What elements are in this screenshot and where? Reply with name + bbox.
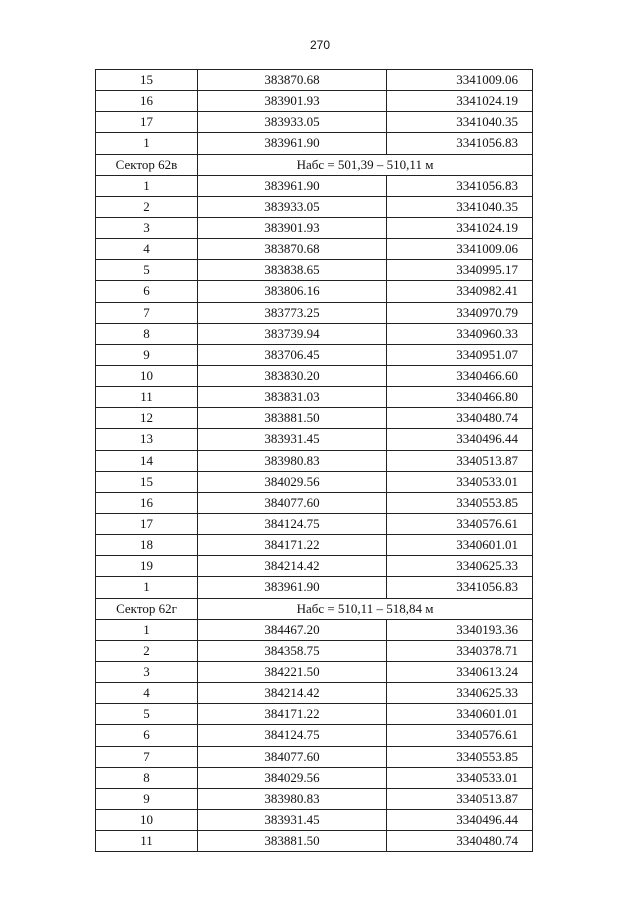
y-coordinate: 3341056.83 <box>387 133 533 154</box>
y-coordinate: 3340970.79 <box>387 302 533 323</box>
y-coordinate: 3340480.74 <box>387 831 533 852</box>
point-number: 16 <box>96 91 198 112</box>
table-row <box>96 471 533 492</box>
x-coordinate: 383961.90 <box>198 175 387 196</box>
point-number: 8 <box>96 323 198 344</box>
x-coordinate: 384124.75 <box>198 513 387 534</box>
y-coordinate: 3340466.60 <box>387 365 533 386</box>
table-row <box>96 767 533 788</box>
table-row <box>96 513 533 534</box>
point-number: 6 <box>96 725 198 746</box>
x-coordinate: 383933.05 <box>198 196 387 217</box>
y-coordinate: 3340513.87 <box>387 450 533 471</box>
point-number: 7 <box>96 746 198 767</box>
point-number: 17 <box>96 513 198 534</box>
table-row <box>96 175 533 196</box>
y-coordinate: 3341024.19 <box>387 217 533 238</box>
page-number: 270 <box>309 38 331 52</box>
table-row <box>96 556 533 577</box>
y-coordinate: 3340625.33 <box>387 556 533 577</box>
point-number: 2 <box>96 640 198 661</box>
y-coordinate: 3340553.85 <box>387 492 533 513</box>
y-coordinate: 3340466.80 <box>387 387 533 408</box>
table-row <box>96 619 533 640</box>
table-row <box>96 239 533 260</box>
point-number: 12 <box>96 408 198 429</box>
x-coordinate: 383901.93 <box>198 217 387 238</box>
point-number: 2 <box>96 196 198 217</box>
y-coordinate: 3340951.07 <box>387 344 533 365</box>
table-row <box>96 365 533 386</box>
y-coordinate: 3340378.71 <box>387 640 533 661</box>
y-coordinate: 3341040.35 <box>387 196 533 217</box>
y-coordinate: 3340601.01 <box>387 704 533 725</box>
x-coordinate: 383773.25 <box>198 302 387 323</box>
table-row <box>96 344 533 365</box>
point-number: 4 <box>96 683 198 704</box>
x-coordinate: 383961.90 <box>198 577 387 598</box>
x-coordinate: 384077.60 <box>198 746 387 767</box>
x-coordinate: 384029.56 <box>198 471 387 492</box>
point-number: 3 <box>96 661 198 682</box>
point-number: 11 <box>96 831 198 852</box>
y-coordinate: 3341040.35 <box>387 112 533 133</box>
x-coordinate: 384124.75 <box>198 725 387 746</box>
y-coordinate: 3340533.01 <box>387 767 533 788</box>
table-row <box>96 408 533 429</box>
x-coordinate: 383901.93 <box>198 91 387 112</box>
y-coordinate: 3340553.85 <box>387 746 533 767</box>
x-coordinate: 383931.45 <box>198 809 387 830</box>
point-number: 7 <box>96 302 198 323</box>
x-coordinate: 384171.22 <box>198 704 387 725</box>
table-row <box>96 302 533 323</box>
point-number: 15 <box>96 471 198 492</box>
point-number: 1 <box>96 175 198 196</box>
table-row <box>96 133 533 154</box>
point-number: 9 <box>96 344 198 365</box>
x-coordinate: 383706.45 <box>198 344 387 365</box>
x-coordinate: 384221.50 <box>198 661 387 682</box>
x-coordinate: 383838.65 <box>198 260 387 281</box>
table-row <box>96 387 533 408</box>
y-coordinate: 3340960.33 <box>387 323 533 344</box>
table-row <box>96 661 533 682</box>
x-coordinate: 383739.94 <box>198 323 387 344</box>
table-row <box>96 746 533 767</box>
table-row <box>96 323 533 344</box>
y-coordinate: 3341056.83 <box>387 175 533 196</box>
table-row <box>96 831 533 852</box>
x-coordinate: 383933.05 <box>198 112 387 133</box>
y-coordinate: 3340995.17 <box>387 260 533 281</box>
point-number: 17 <box>96 112 198 133</box>
point-number: 10 <box>96 809 198 830</box>
point-number: 11 <box>96 387 198 408</box>
x-coordinate: 383881.50 <box>198 831 387 852</box>
y-coordinate: 3340533.01 <box>387 471 533 492</box>
y-coordinate: 3340576.61 <box>387 513 533 534</box>
point-number: 10 <box>96 365 198 386</box>
table-row <box>96 535 533 556</box>
point-number: 5 <box>96 260 198 281</box>
x-coordinate: 383980.83 <box>198 450 387 471</box>
x-coordinate: 383980.83 <box>198 788 387 809</box>
table-row <box>96 809 533 830</box>
y-coordinate: 3340496.44 <box>387 429 533 450</box>
x-coordinate: 383931.45 <box>198 429 387 450</box>
table-row <box>96 217 533 238</box>
table-row <box>96 725 533 746</box>
table-row <box>96 704 533 725</box>
y-coordinate: 3340576.61 <box>387 725 533 746</box>
y-coordinate: 3341009.06 <box>387 239 533 260</box>
x-coordinate: 384171.22 <box>198 535 387 556</box>
point-number: 9 <box>96 788 198 809</box>
x-coordinate: 384214.42 <box>198 683 387 704</box>
table-row <box>96 196 533 217</box>
x-coordinate: 383830.20 <box>198 365 387 386</box>
table-row <box>96 450 533 471</box>
point-number: 14 <box>96 450 198 471</box>
x-coordinate: 384214.42 <box>198 556 387 577</box>
point-number: 1 <box>96 577 198 598</box>
point-number: 4 <box>96 239 198 260</box>
sector-label: Сектор 62в <box>96 154 198 175</box>
point-number: 1 <box>96 133 198 154</box>
x-coordinate: 384077.60 <box>198 492 387 513</box>
table-row <box>96 260 533 281</box>
table-row <box>96 70 533 91</box>
table-row <box>96 577 533 598</box>
x-coordinate: 383870.68 <box>198 70 387 91</box>
point-number: 6 <box>96 281 198 302</box>
point-number: 1 <box>96 619 198 640</box>
sector-height-range: Набс = 501,39 – 510,11 м <box>198 154 533 175</box>
point-number: 13 <box>96 429 198 450</box>
coordinates-table-body <box>96 70 533 852</box>
table-row <box>96 788 533 809</box>
point-number: 5 <box>96 704 198 725</box>
table-row <box>96 112 533 133</box>
x-coordinate: 383831.03 <box>198 387 387 408</box>
y-coordinate: 3341056.83 <box>387 577 533 598</box>
sector-header-row <box>96 154 533 175</box>
point-number: 16 <box>96 492 198 513</box>
table-row <box>96 492 533 513</box>
point-number: 3 <box>96 217 198 238</box>
point-number: 15 <box>96 70 198 91</box>
table-row <box>96 281 533 302</box>
point-number: 8 <box>96 767 198 788</box>
y-coordinate: 3340982.41 <box>387 281 533 302</box>
x-coordinate: 383806.16 <box>198 281 387 302</box>
point-number: 18 <box>96 535 198 556</box>
x-coordinate: 384467.20 <box>198 619 387 640</box>
x-coordinate: 383881.50 <box>198 408 387 429</box>
y-coordinate: 3341024.19 <box>387 91 533 112</box>
sector-height-range: Набс = 510,11 – 518,84 м <box>198 598 533 619</box>
y-coordinate: 3340513.87 <box>387 788 533 809</box>
table-row <box>96 429 533 450</box>
x-coordinate: 384029.56 <box>198 767 387 788</box>
point-number: 19 <box>96 556 198 577</box>
y-coordinate: 3340193.36 <box>387 619 533 640</box>
y-coordinate: 3340496.44 <box>387 809 533 830</box>
table-row <box>96 683 533 704</box>
y-coordinate: 3341009.06 <box>387 70 533 91</box>
y-coordinate: 3340480.74 <box>387 408 533 429</box>
coordinates-table <box>95 69 533 852</box>
x-coordinate: 383870.68 <box>198 239 387 260</box>
sector-header-row <box>96 598 533 619</box>
table-row <box>96 91 533 112</box>
y-coordinate: 3340613.24 <box>387 661 533 682</box>
x-coordinate: 383961.90 <box>198 133 387 154</box>
x-coordinate: 384358.75 <box>198 640 387 661</box>
y-coordinate: 3340625.33 <box>387 683 533 704</box>
table-row <box>96 640 533 661</box>
sector-label: Сектор 62г <box>96 598 198 619</box>
y-coordinate: 3340601.01 <box>387 535 533 556</box>
